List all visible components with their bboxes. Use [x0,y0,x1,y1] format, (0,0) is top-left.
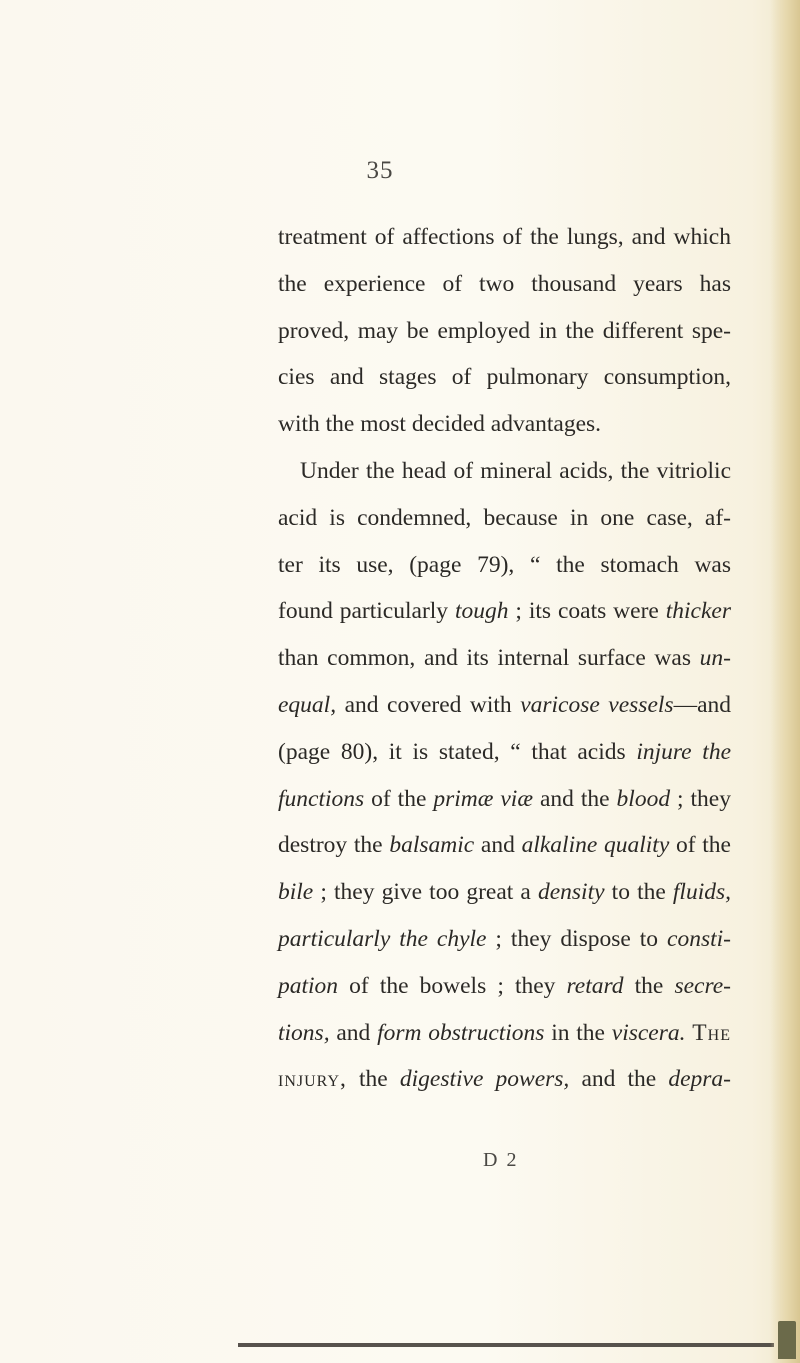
text-line [278,784,731,814]
bottom-rule [238,1343,774,1347]
text-line [278,877,731,907]
italic-text: consti- [667,926,731,952]
text-segment: found particularly [278,598,455,625]
text-segment: than common, and its internal surface was [278,645,700,672]
text-segment: with the most decided advantages. [278,411,602,438]
text-line [278,643,731,673]
italic-text: blood [616,785,671,812]
italic-text: depra- [668,1066,732,1093]
italic-text: balsamic [389,832,475,859]
signature-mark: D 2 [483,1149,519,1171]
italic-text: functions [278,785,365,812]
text-line [278,596,731,626]
text-segment: and [329,1019,378,1046]
italic-text: equal, [278,692,337,718]
edge-mark [778,1321,796,1359]
italic-text: tions, [278,1019,330,1046]
text-segment: the experience of two thousand years has [278,270,731,297]
text-segment: treatment of affections of the lungs, and which [278,224,731,250]
italic-text: injure the [636,738,731,765]
italic-text: digestive powers, [399,1066,570,1093]
text-segment: acid is condemned, because in one case, af- [278,504,731,531]
text-line [278,1064,731,1094]
italic-text: thicker [665,598,731,625]
text-segment: of the [669,832,731,859]
text-segment: ; its coats were [508,598,666,625]
text-segment: —and [673,692,731,718]
text-line [278,503,731,533]
text-segment: the [346,1066,400,1093]
text-segment: and the [569,1066,669,1093]
text-segment: to the [604,879,673,906]
small-caps-text: injury, [278,1066,347,1093]
italic-text: bile [278,879,314,906]
italic-text: pation [278,972,339,999]
italic-text: density [537,879,605,906]
text-line [278,737,731,767]
text-line [278,830,731,860]
text-line [278,222,731,252]
italic-text: secre- [674,972,731,999]
italic-text: particularly the chyle [278,926,487,952]
text-segment: proved, may be employed in the different spe- [278,317,731,344]
text-segment: and [474,832,522,859]
italic-text: form obstructions [377,1019,545,1046]
text-segment: cies and stages of pulmonary consumption, [278,364,731,391]
text-line [278,971,731,1001]
italic-text: viscera. [611,1019,686,1046]
text-segment [686,1018,693,1048]
text-line [278,316,731,346]
text-line [278,362,731,392]
italic-text: varicose vessels [520,692,674,718]
text-segment: ter its use, (page 79), “ the stomach was [278,551,731,578]
text-line [278,924,731,954]
italic-text: un- [699,645,731,672]
text-segment: and covered with [336,692,521,718]
text-line [300,456,731,486]
text-segment: ; they give too great a [313,879,538,906]
small-caps-text: The [692,1019,731,1046]
text-segment: of the [364,785,434,812]
text-line [278,550,731,580]
text-segment: destroy the [278,832,390,859]
italic-text: retard [566,972,624,999]
text-segment: in the [544,1019,612,1046]
text-segment: ; they dispose to [486,926,668,952]
text-line [278,269,731,299]
text-segment: of the bowels ; they [338,972,567,999]
italic-text: alkaline quality [521,832,670,859]
text-line [278,690,731,720]
text-segment: the [623,972,675,999]
text-segment: and the [533,785,617,812]
text-segment: Under the head of mineral acids, the vitriolic [300,458,731,484]
page-edge [770,0,800,1363]
italic-text: primæ viæ [433,785,534,812]
text-line [278,409,731,439]
text-segment: (page 80), it is stated, “ that acids [278,738,637,765]
italic-text: fluids, [672,879,732,906]
text-line [278,1018,731,1048]
text-segment: ; they [670,785,731,812]
italic-text: tough [454,598,509,625]
page-number: 35 [366,157,394,184]
